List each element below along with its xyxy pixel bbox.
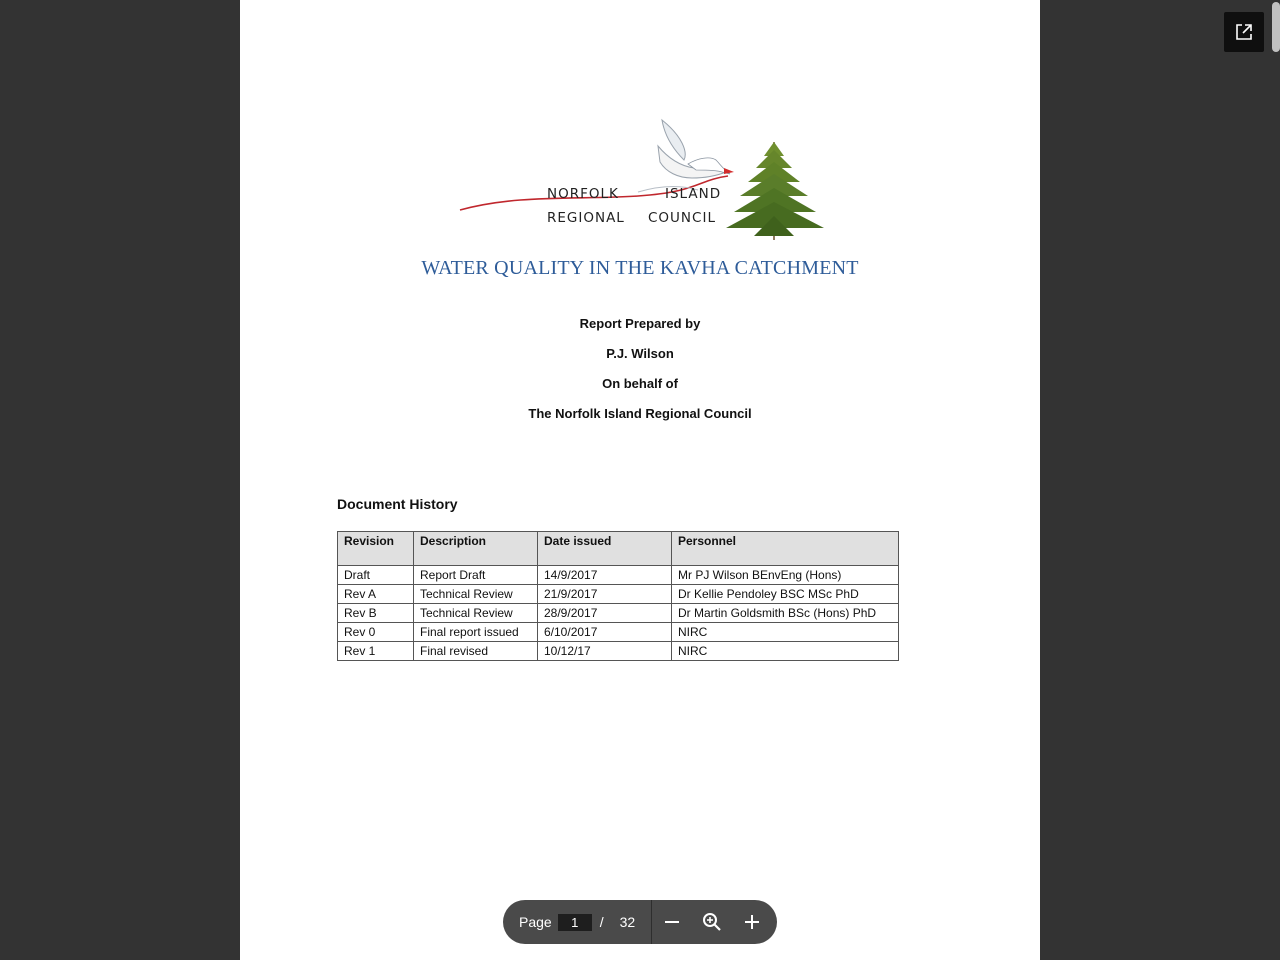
table-row — [338, 566, 899, 585]
table-cell: NIRC — [672, 623, 899, 642]
page-toolbar — [503, 900, 777, 944]
table-cell: Rev 1 — [338, 642, 414, 661]
table-cell: Rev 0 — [338, 623, 414, 642]
organization-name: The Norfolk Island Regional Council — [528, 406, 752, 421]
table-cell: Mr PJ Wilson BEnvEng (Hons) — [672, 566, 899, 585]
logo-text-island: ISLAND — [665, 186, 722, 202]
table-cell: Technical Review — [414, 585, 538, 604]
table-row — [338, 623, 899, 642]
minus-icon — [664, 914, 680, 930]
logo-text-regional: REGIONAL — [547, 210, 625, 226]
table-cell: Dr Kellie Pendoley BSC MSc PhD — [672, 585, 899, 604]
bird-icon — [638, 120, 734, 192]
column-header: Description — [414, 532, 538, 566]
page-number-input[interactable] — [558, 914, 592, 931]
table-header-row — [338, 532, 899, 566]
table-cell: 21/9/2017 — [538, 585, 672, 604]
table-cell: Technical Review — [414, 604, 538, 623]
table-cell: Dr Martin Goldsmith BSc (Hons) PhD — [672, 604, 899, 623]
table-cell: Rev B — [338, 604, 414, 623]
table-row — [338, 604, 899, 623]
pdf-page — [240, 0, 1040, 960]
on-behalf-label: On behalf of — [602, 376, 678, 391]
document-title: WATER QUALITY IN THE KAVHA CATCHMENT — [421, 257, 859, 279]
logo-text-norfolk: NORFOLK — [547, 186, 619, 202]
table-cell: 10/12/17 — [538, 642, 672, 661]
open-in-new-icon — [1234, 22, 1254, 42]
zoom-in-button[interactable] — [732, 900, 772, 944]
table-cell: 6/10/2017 — [538, 623, 672, 642]
table-cell: Final revised — [414, 642, 538, 661]
table-cell: Final report issued — [414, 623, 538, 642]
column-header: Date issued — [538, 532, 672, 566]
page-label: Page — [519, 914, 552, 930]
column-header: Personnel — [672, 532, 899, 566]
author-name: P.J. Wilson — [606, 346, 674, 361]
logo-text-council: COUNCIL — [648, 210, 716, 226]
column-header: Revision — [338, 532, 414, 566]
table-cell: Draft — [338, 566, 414, 585]
pine-tree-icon — [726, 142, 824, 240]
council-logo — [458, 116, 828, 242]
zoom-out-button[interactable] — [652, 900, 692, 944]
total-pages: 32 — [619, 914, 636, 930]
zoom-icon — [702, 912, 722, 932]
page-separator: / — [599, 914, 604, 930]
vertical-scrollbar-thumb[interactable] — [1272, 2, 1280, 52]
table-row — [338, 585, 899, 604]
table-row — [338, 642, 899, 661]
table-cell: 28/9/2017 — [538, 604, 672, 623]
document-history-heading: Document History — [337, 496, 458, 512]
fit-zoom-button[interactable] — [692, 900, 732, 944]
plus-icon — [744, 914, 760, 930]
prepared-by-label: Report Prepared by — [579, 316, 701, 331]
table-cell: Rev A — [338, 585, 414, 604]
table-cell: 14/9/2017 — [538, 566, 672, 585]
table-cell: Report Draft — [414, 566, 538, 585]
table-cell: NIRC — [672, 642, 899, 661]
open-in-new-window-button[interactable] — [1224, 12, 1264, 52]
document-history-table — [337, 531, 899, 661]
logo-graphic — [458, 116, 828, 242]
